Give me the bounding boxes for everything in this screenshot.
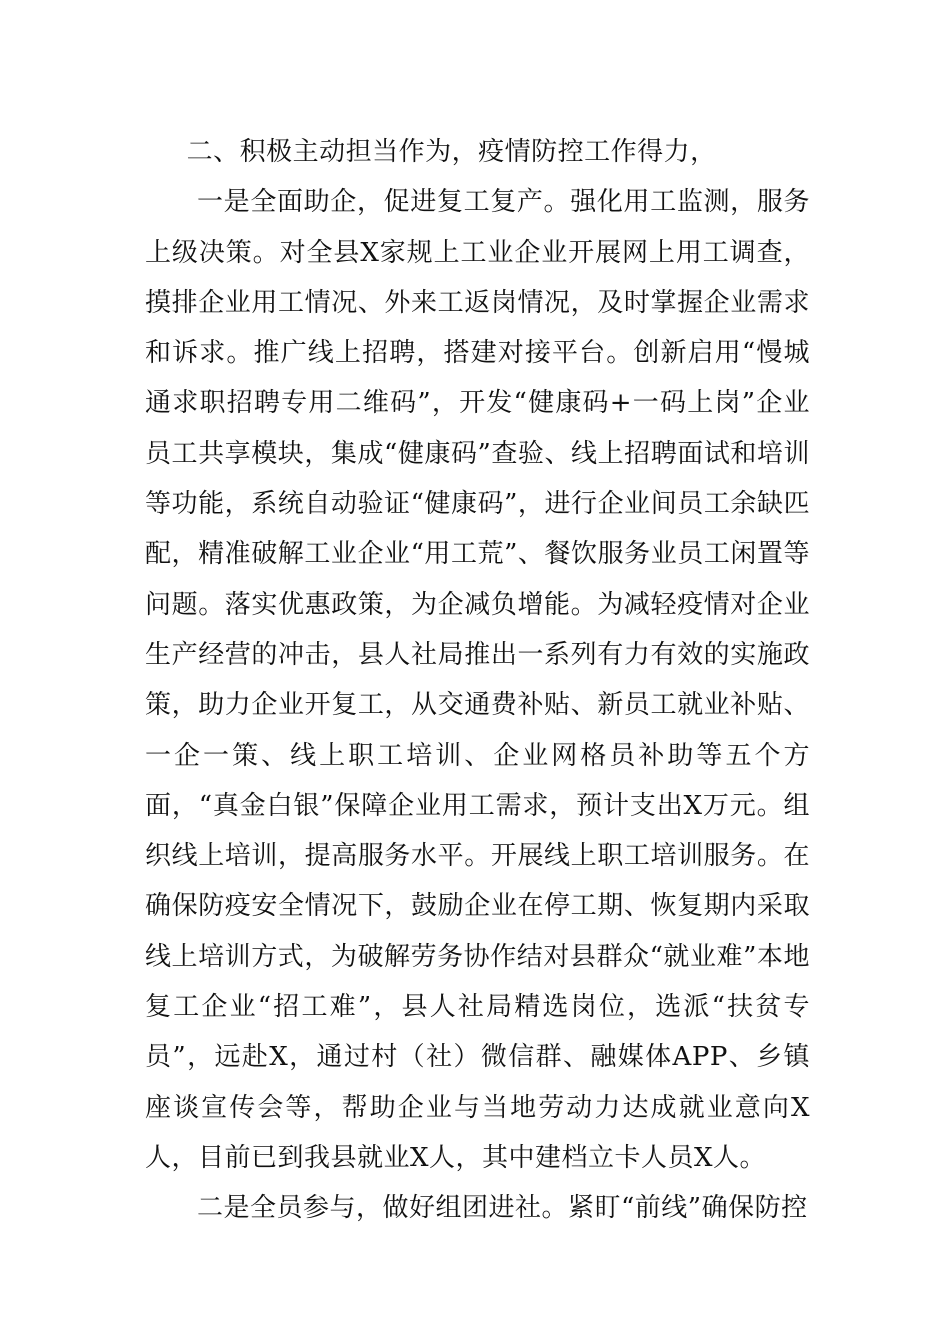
paragraph-2: 二是全员参与，做好组团进社。紧盯“前线”确保防控 bbox=[197, 1193, 808, 1224]
document-body bbox=[145, 127, 810, 1234]
paragraph-1: 一是全面助企，促进复工复产。强化用工监测，服务上级决策。对全县X家规上工业企业开展网上用工调查，摸排企业用工情况、外来工返岗情况，及时掌握企业需求和诉求。推广线上招聘，搭建对接平台。创新启用“慢城通求职招聘专用二维码”，开发“健康码+一码上岗”企业员工共享模块，集成“健康码”查验、线上招聘面试和培训等功能，系统自动验证“健康码”，进行企业间员工余缺匹配，精准破解工业企业“用工荒”、餐饮服务业员工闲置等问题。落实优惠政策，为企减负增能。为减轻疫情对企业生产经营的冲击，县人社局推出一系列有力有效的实施政策，助力企业开复工，从交通费补贴、新员工就业补贴、一企一策、线上职工培训、企业网格员补助等五个方面，“真金白银”保障企业用工需求，预计支出X万元。组织线上培训，提高服务水平。开展线上职工培训服务。在确保防疫安全情况下，鼓励企业在停工期、恢复期内采取线上培训方式，为破解劳务协作结对县群众“就业难”本地复工企业“招工难”，县人社局精选岗位，选派“扶贫专员”，远赴X，通过村（社）微信群、融媒体APP、乡镇座谈宣传会等，帮助企业与当地劳动力达成就业意向X人，目前已到我县就业X人，其中建档立卡人员X人。 bbox=[145, 187, 810, 1173]
section-heading: 二、积极主动担当作为，疫情防控工作得力， bbox=[186, 137, 717, 167]
